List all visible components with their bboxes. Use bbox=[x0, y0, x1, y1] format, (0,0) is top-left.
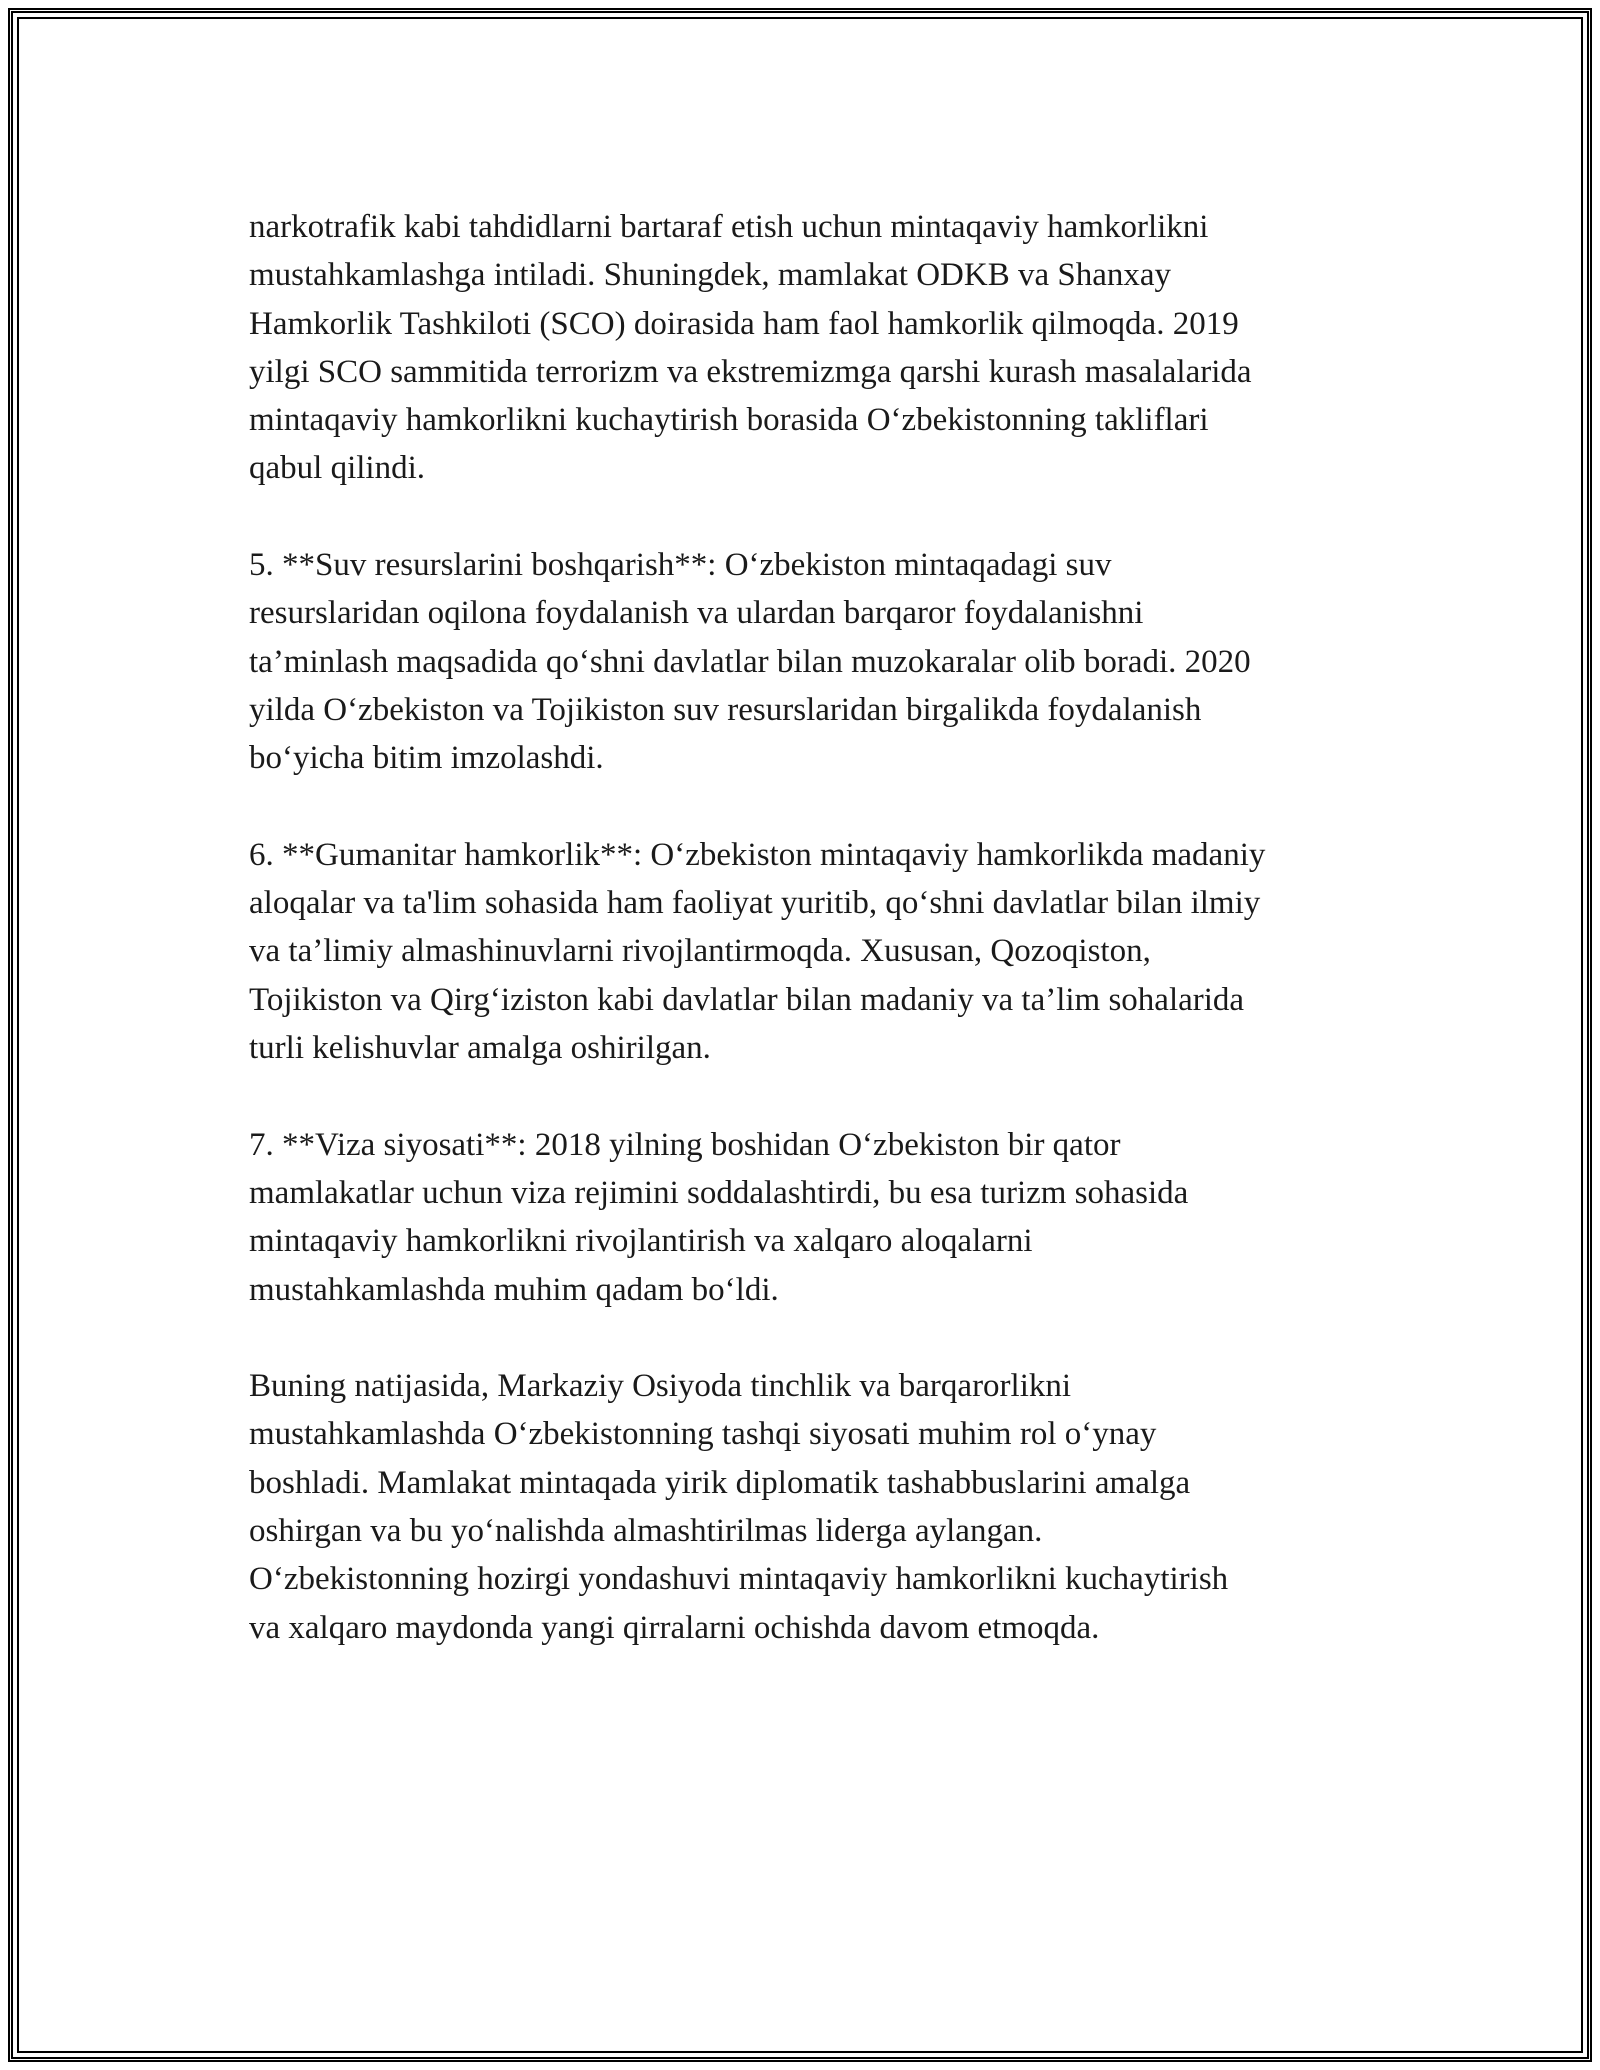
paragraph-humanitarian-cooperation: 6. **Gumanitar hamkorlik**: O‘zbekiston mintaqaviy hamkorlikda madaniy aloqalar va ta'lim sohasida ham faoliyat yuritib, qo‘shni davlatlar bilan ilmiy va ta’limiy almashinuvlarni rivojlantirmoqda. Xususan, Qozoqiston, Tojikiston va Qirg‘iziston kabi davlatlar bilan madaniy va ta’lim sohalarida turli kelishuvlar amalga oshirilgan. bbox=[249, 836, 1266, 1067]
paragraph-conclusion: Buning natijasida, Markaziy Osiyoda tinchlik va barqarorlikni mustahkamlashda O‘zbekistonning tashqi siyosati muhim rol o‘ynay boshladi. Mamlakat mintaqada yirik diplomatik tashabbuslarini amalga oshirgan va bu yo‘nalishda almashtirilmas liderga aylangan. O‘zbekistonning hozirgi yondashuvi mintaqaviy hamkorlikni kuchaytirish va xalqaro maydonda yangi qirralarni ochishda davom etmoqda. bbox=[249, 1368, 1229, 1646]
paragraph-visa-policy: 7. **Viza siyosati**: 2018 yilning boshidan O‘zbekiston bir qator mamlakatlar uchun viza rejimini soddalashtirdi, bu esa turizm sohasida mintaqaviy hamkorlikni rivojlantirish va xalqaro aloqalarni mustahkamlashda muhim qadam bo‘ldi. bbox=[249, 1126, 1189, 1308]
paragraph-water-resources: 5. **Suv resurslarini boshqarish**: O‘zbekiston mintaqadagi suv resurslaridan oqilona foydalanish va ulardan barqaror foydalanishni ta’minlash maqsadida qo‘shni davlatlar bilan muzokaralar olib boradi. 2020 yilda O‘zbekiston va Tojikiston suv resurslaridan birgalikda foydalanish bo‘yicha bitim imzolashdi. bbox=[249, 547, 1251, 777]
page-border bbox=[8, 8, 1592, 2062]
document-body bbox=[249, 203, 1399, 1700]
paragraph-continuation: narkotrafik kabi tahdidlarni bartaraf etish uchun mintaqaviy hamkorlikni mustahkamlashga intiladi. Shuningdek, mamlakat ODKB va Shanxay Hamkorlik Tashkiloti (SCO) doirasida ham faol hamkorlik qilmoqda. 2019 yilgi SCO sammitida terrorizm va ekstremizmga qarshi kurash masalalarida mintaqaviy hamkorlikni kuchaytirish borasida O‘zbekistonning takliflari qabul qilindi. bbox=[249, 209, 1252, 487]
